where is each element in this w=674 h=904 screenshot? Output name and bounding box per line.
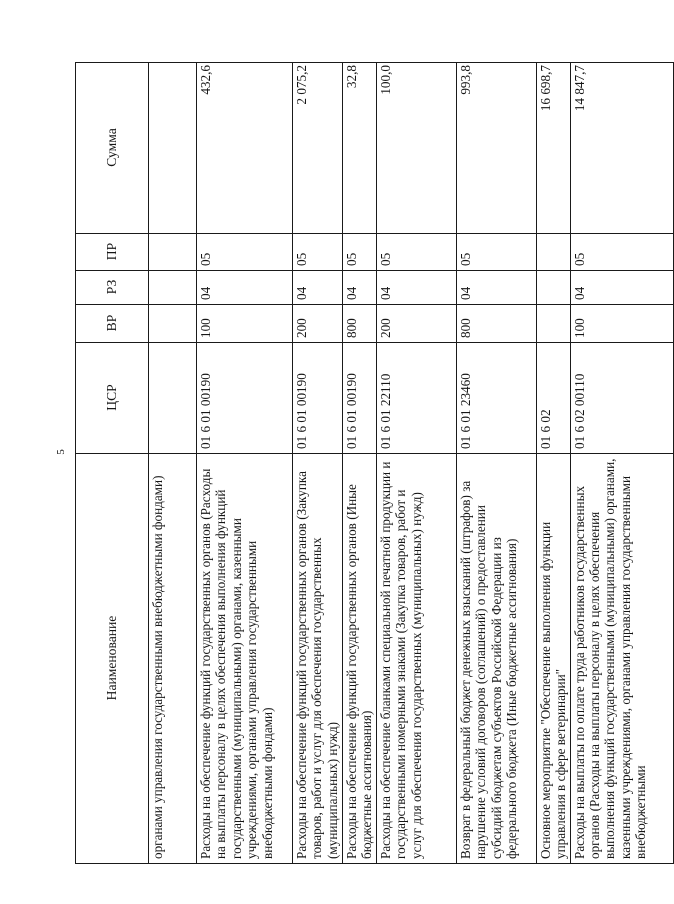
budget-table-rotated	[75, 63, 649, 864]
cell-sum	[149, 63, 197, 234]
cell-name: Расходы на обеспечение бланками специальной печатной продукции и государственными номерными знаками (Закупка товаров, работ и услуг для обеспечения государственных (муниципальных) нужд)	[376, 454, 456, 864]
cell-pr: 05	[376, 234, 456, 271]
table-row	[570, 63, 673, 864]
cell-rz: 04	[376, 271, 456, 305]
cell-sum: 32,8	[343, 63, 377, 234]
header-name: Наименование	[76, 454, 149, 864]
cell-sum: 16 698,7	[536, 63, 570, 234]
cell-vr	[536, 305, 570, 343]
cell-pr: 05	[570, 234, 673, 271]
header-sum: Сумма	[76, 63, 149, 234]
cell-pr: 05	[343, 234, 377, 271]
cell-vr: 800	[456, 305, 536, 343]
cell-pr	[149, 234, 197, 271]
cell-vr: 100	[570, 305, 673, 343]
cell-sum: 993,8	[456, 63, 536, 234]
header-csr: ЦСР	[76, 343, 149, 454]
cell-name: Возврат в федеральный бюджет денежных взысканий (штрафов) за нарушение условий договоров (соглашений) о предоставлении субсидий бюджетам субъектов Российской Федерации из федерального бюджета (Иные бюджетные ассигнования)	[456, 454, 536, 864]
cell-pr	[536, 234, 570, 271]
cell-sum: 14 847,7	[570, 63, 673, 234]
cell-name: Расходы на обеспечение функций государственных органов (Расходы на выплаты персоналу в целях обеспечения выполнения функций государственными (муниципальными) органами, казенными учреждениями, органами управления государственными внебюджетными фондами)	[197, 454, 293, 864]
cell-csr: 01 6 01 00190	[293, 343, 343, 454]
cell-rz: 04	[570, 271, 673, 305]
cell-vr: 200	[376, 305, 456, 343]
cell-rz: 04	[343, 271, 377, 305]
budget-table	[75, 62, 674, 864]
table-row	[536, 63, 570, 864]
table-row	[197, 63, 293, 864]
cell-name: Расходы на выплаты по оплате труда работников государственных органов (Расходы на выплаты персоналу в целях обеспечения выполнения функций государственными (муниципальными) органами, казенными учреждениями, органами управления государственными внебюджетными	[570, 454, 673, 864]
table-header-row	[76, 63, 149, 864]
cell-rz: 04	[456, 271, 536, 305]
header-vr: ВР	[76, 305, 149, 343]
table-row	[293, 63, 343, 864]
cell-pr: 05	[456, 234, 536, 271]
cell-vr: 200	[293, 305, 343, 343]
page-number: 5	[55, 449, 67, 455]
cell-rz: 04	[293, 271, 343, 305]
cell-rz	[149, 271, 197, 305]
cell-csr: 01 6 02	[536, 343, 570, 454]
cell-csr: 01 6 02 00110	[570, 343, 673, 454]
header-rz: РЗ	[76, 271, 149, 305]
cell-csr: 01 6 01 22110	[376, 343, 456, 454]
cell-name: Расходы на обеспечение функций государственных органов (Закупка товаров, работ и услуг для обеспечения государственных (муниципальных) нужд)	[293, 454, 343, 864]
cell-csr: 01 6 01 23460	[456, 343, 536, 454]
table-row	[376, 63, 456, 864]
cell-csr	[149, 343, 197, 454]
cell-csr: 01 6 01 00190	[343, 343, 377, 454]
cell-name: органами управления государственными внебюджетными фондами)	[149, 454, 197, 864]
cell-vr	[149, 305, 197, 343]
cell-sum: 100,0	[376, 63, 456, 234]
cell-name: Основное мероприятие "Обеспечение выполнения функции управления в сфере ветеринарии"	[536, 454, 570, 864]
cell-csr: 01 6 01 00190	[197, 343, 293, 454]
cell-pr: 05	[197, 234, 293, 271]
cell-name: Расходы на обеспечение функций государственных органов (Иные бюджетные ассигнования)	[343, 454, 377, 864]
cell-sum: 2 075,2	[293, 63, 343, 234]
header-pr: ПР	[76, 234, 149, 271]
cell-sum: 432,6	[197, 63, 293, 234]
table-row	[343, 63, 377, 864]
cell-vr: 100	[197, 305, 293, 343]
table-row	[456, 63, 536, 864]
cell-vr: 800	[343, 305, 377, 343]
table-row	[149, 63, 197, 864]
cell-pr: 05	[293, 234, 343, 271]
cell-rz	[536, 271, 570, 305]
cell-rz: 04	[197, 271, 293, 305]
